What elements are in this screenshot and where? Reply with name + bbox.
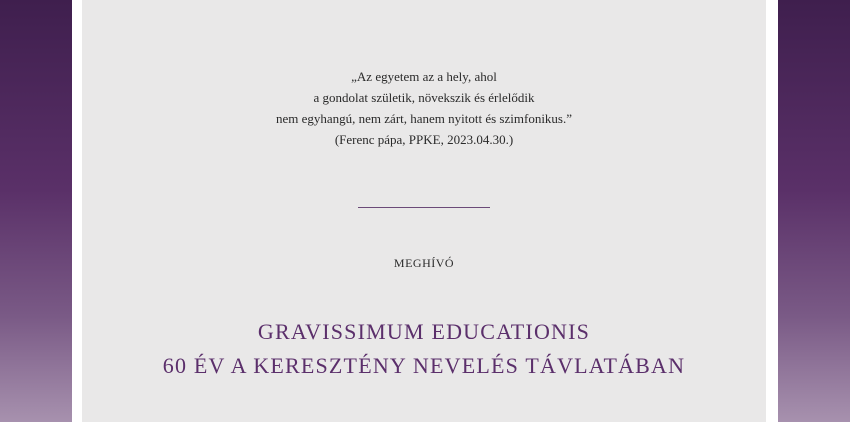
quote-line: nem egyhangú, nem zárt, hanem nyitott és szimfonikus.” [275,111,573,126]
event-title [82,315,766,383]
invitation-label: MEGHÍVÓ [393,256,455,270]
quote-line: „Az egyetem az a hely, ahol [351,69,497,84]
quote-attribution: (Ferenc pápa, PPKE, 2023.04.30.) [334,132,514,147]
pope-quote [82,66,766,150]
invitation-sheet [82,0,766,422]
left-purple-panel [0,0,72,422]
divider-line [358,207,490,208]
right-purple-panel [778,0,850,422]
event-title-line-1: GRAVISSIMUM EDUCATIONIS [257,319,591,344]
event-title-line-2: 60 ÉV A KERESZTÉNY NEVELÉS TÁVLATÁBAN [162,353,686,378]
quote-line: a gondolat születik, növekszik és érlelődik [313,90,535,105]
